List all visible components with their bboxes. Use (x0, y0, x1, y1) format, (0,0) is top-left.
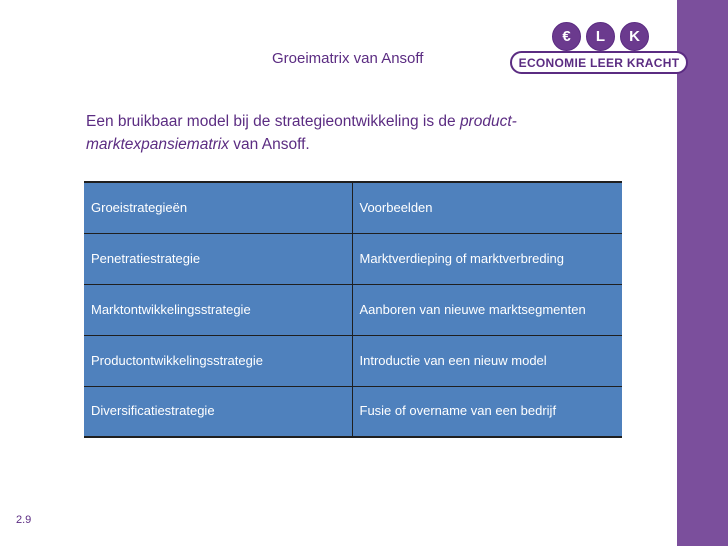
table-row (84, 284, 622, 335)
logo-circles (552, 22, 649, 54)
logo-euro-circle: € (552, 22, 581, 51)
logo (510, 22, 690, 78)
table-cell-example: Fusie of overname van een bedrijf (352, 386, 622, 437)
intro-emphasis: product-marktexpansiematrix (86, 113, 517, 153)
slide-title: Groeimatrix van Ansoff (272, 50, 424, 67)
table-cell-strategy: Diversificatiestrategie (84, 386, 352, 437)
intro-text (86, 110, 626, 156)
strategy-table (84, 181, 622, 438)
logo-l-circle: L (586, 22, 615, 51)
table-row (84, 335, 622, 386)
table-cell-example: Voorbeelden (352, 182, 622, 233)
table-row (84, 233, 622, 284)
intro-suffix: van Ansoff. (229, 136, 310, 153)
page-number: 2.9 (16, 514, 32, 526)
table-cell-strategy: Marktontwikkelingsstrategie (84, 284, 352, 335)
table-cell-strategy: Penetratiestrategie (84, 233, 352, 284)
table-cell-example: Introductie van een nieuw model (352, 335, 622, 386)
table-row (84, 386, 622, 437)
table-cell-example: Aanboren van nieuwe marktsegmenten (352, 284, 622, 335)
table-header-row (84, 182, 622, 233)
intro-prefix: Een bruikbaar model bij de strategieontwikkeling is de (86, 113, 460, 130)
logo-banner: ECONOMIE LEER KRACHT (510, 51, 688, 74)
table-cell-example: Marktverdieping of marktverbreding (352, 233, 622, 284)
table-cell-strategy: Productontwikkelingsstrategie (84, 335, 352, 386)
table-cell-strategy: Groeistrategieën (84, 182, 352, 233)
logo-k-circle: K (620, 22, 649, 51)
side-accent-bar (677, 0, 728, 546)
